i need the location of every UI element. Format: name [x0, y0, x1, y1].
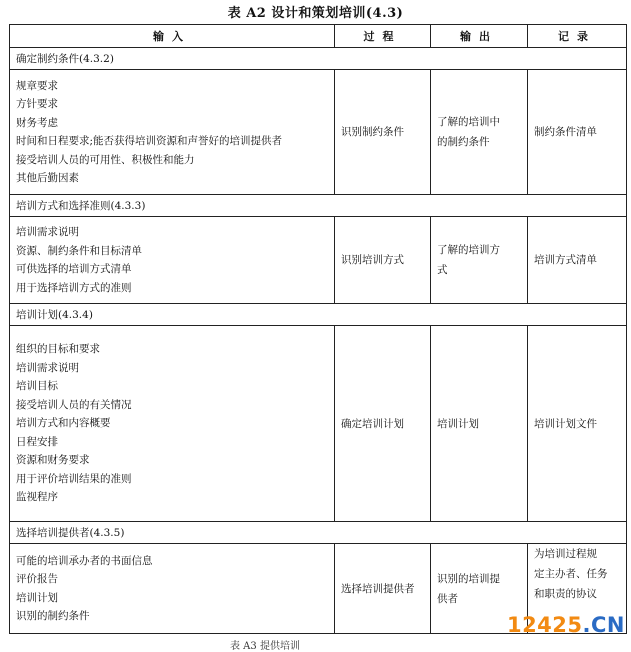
record-cell	[528, 70, 627, 195]
input-cell	[10, 326, 335, 522]
section-heading: 确定制约条件(4.3.2)	[10, 48, 627, 70]
output-cell	[431, 70, 528, 195]
header-record: 记录	[528, 25, 627, 48]
input-item: 识别的制约条件	[16, 610, 90, 622]
input-cell	[10, 217, 335, 304]
input-item: 用于选择培训方式的准则	[16, 281, 132, 294]
input-item: 时间和日程要求;能否获得培训资源和声誉好的培训提供者	[16, 135, 283, 147]
input-item: 用于评价培训结果的准则	[16, 472, 132, 485]
input-cell	[10, 544, 335, 634]
section-heading-row	[10, 48, 627, 70]
input-item: 规章要求	[16, 79, 58, 92]
section-heading-row	[10, 304, 627, 326]
record-line: 为培训过程规	[534, 548, 597, 560]
training-design-table	[9, 24, 627, 634]
header-row	[10, 25, 627, 48]
section-heading: 培训方式和选择准则(4.3.3)	[10, 195, 627, 217]
watermark-logo: 12425.CN	[506, 613, 625, 637]
input-item: 监视程序	[16, 491, 58, 504]
input-item: 日程安排	[16, 435, 58, 448]
process-cell: 确定培训计划	[335, 326, 431, 522]
output-cell	[431, 217, 528, 304]
input-item: 方针要求	[16, 98, 58, 110]
section-body-row	[10, 217, 627, 304]
record-cell	[528, 326, 627, 522]
process-cell: 选择培训提供者	[335, 544, 431, 634]
output-line: 的制约条件	[437, 136, 490, 148]
header-output: 输出	[431, 25, 528, 48]
section-heading: 培训计划(4.3.4)	[10, 304, 627, 326]
output-line: 识别的培训提	[437, 572, 500, 585]
output-line: 培训计划	[437, 417, 479, 430]
input-item: 培训需求说明	[16, 361, 79, 374]
record-line: 定主办者、任务	[534, 568, 608, 580]
record-line: 和职责的协议	[534, 588, 597, 600]
output-line: 了解的培训方	[437, 244, 500, 256]
record-line: 制约条件清单	[534, 126, 597, 138]
input-item: 评价报告	[16, 573, 58, 585]
input-item: 培训目标	[16, 380, 58, 393]
input-item: 培训需求说明	[16, 226, 79, 238]
input-item: 培训计划	[16, 591, 58, 604]
section-body-row	[10, 326, 627, 522]
section-body-row	[10, 70, 627, 195]
header-process: 过程	[335, 25, 431, 48]
input-item: 资源和财务要求	[16, 454, 90, 467]
record-cell	[528, 217, 627, 304]
process-cell: 识别制约条件	[335, 70, 431, 195]
next-table-caption: 表 A3 提供培训	[230, 641, 300, 652]
output-line: 了解的培训中	[437, 116, 500, 128]
record-line: 培训方式清单	[534, 254, 597, 266]
input-item: 接受培训人员的可用性、积极性和能力	[16, 153, 195, 166]
output-line: 式	[437, 264, 448, 276]
input-item: 接受培训人员的有关情况	[16, 398, 132, 411]
input-item: 培训方式和内容概要	[16, 417, 111, 430]
input-cell	[10, 70, 335, 195]
input-item: 可能的培训承办者的书面信息	[16, 554, 153, 567]
input-item: 财务考虑	[16, 116, 58, 129]
section-heading: 选择培训提供者(4.3.5)	[10, 522, 627, 544]
input-item: 其他后勤因素	[16, 172, 79, 184]
input-item: 组织的目标和要求	[16, 343, 100, 356]
section-heading-row	[10, 522, 627, 544]
output-cell	[431, 326, 528, 522]
input-item: 资源、制约条件和目标清单	[16, 244, 142, 257]
section-heading-row	[10, 195, 627, 217]
table-title: 表 A2 设计和策划培训(4.3)	[227, 6, 404, 21]
output-line: 供者	[437, 592, 458, 605]
header-input: 输入	[10, 25, 335, 48]
input-item: 可供选择的培训方式清单	[16, 263, 132, 275]
record-line: 培训计划文件	[534, 417, 597, 430]
process-cell: 识别培训方式	[335, 217, 431, 304]
